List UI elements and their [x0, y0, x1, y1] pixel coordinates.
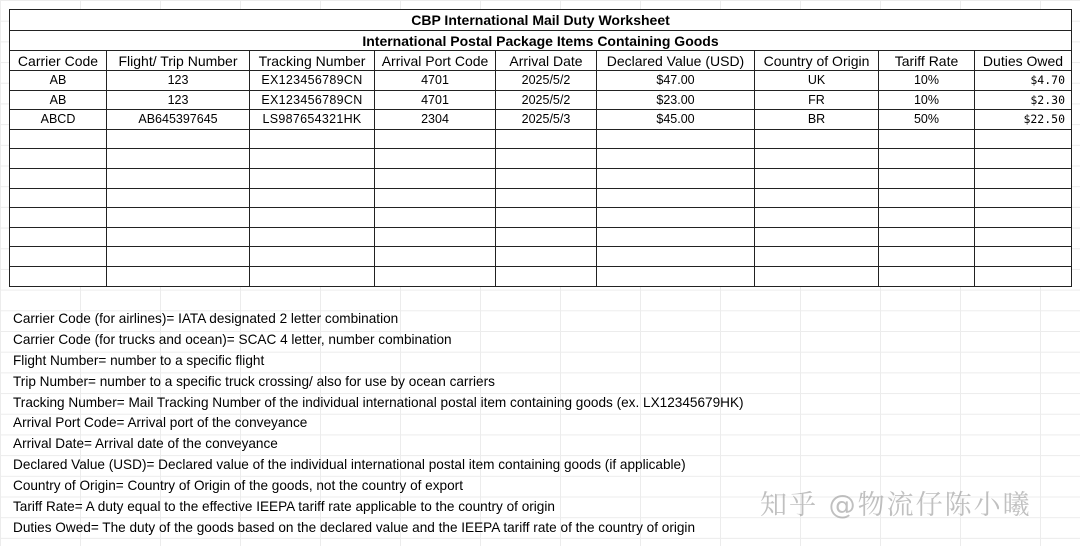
empty-cell[interactable]: [496, 129, 597, 149]
worksheet-subtitle[interactable]: International Postal Package Items Containing Goods: [10, 31, 1072, 51]
cell-tracking-number[interactable]: EX123456789CN: [250, 71, 375, 91]
empty-cell[interactable]: [597, 168, 755, 188]
empty-cell[interactable]: [597, 129, 755, 149]
empty-cell[interactable]: [250, 266, 375, 286]
note-flight-number[interactable]: Flight Number= number to a specific flight: [13, 352, 265, 368]
empty-cell[interactable]: [755, 129, 879, 149]
cell-flight-trip-number[interactable]: AB645397645: [107, 110, 250, 130]
empty-cell[interactable]: [250, 188, 375, 208]
cell-declared-value[interactable]: $45.00: [597, 110, 755, 130]
empty-cell[interactable]: [375, 188, 496, 208]
cell-flight-trip-number[interactable]: 123: [107, 71, 250, 91]
empty-cell[interactable]: [107, 247, 250, 267]
note-arrival-date[interactable]: Arrival Date= Arrival date of the conveyance: [13, 436, 278, 452]
empty-cell[interactable]: [107, 168, 250, 188]
empty-cell[interactable]: [496, 247, 597, 267]
empty-row: [10, 227, 1072, 247]
column-header-arrival-date[interactable]: Arrival Date: [496, 51, 597, 71]
cell-arrival-port-code[interactable]: 2304: [375, 110, 496, 130]
empty-cell[interactable]: [879, 149, 975, 169]
cell-arrival-date[interactable]: 2025/5/2: [496, 90, 597, 110]
empty-row: [10, 188, 1072, 208]
note-duties-owed[interactable]: Duties Owed= The duty of the goods based on the declared value and the IEEPA tariff rate of the country of origin: [13, 519, 696, 535]
cell-arrival-date[interactable]: 2025/5/3: [496, 110, 597, 130]
cell-duties-owed[interactable]: $4.70: [975, 71, 1072, 91]
empty-cell[interactable]: [107, 227, 250, 247]
empty-cell[interactable]: [975, 188, 1072, 208]
note-carrier-code-trucks-ocean[interactable]: Carrier Code (for trucks and ocean)= SCAC 4 letter, number combination: [13, 331, 452, 347]
column-header-country-of-origin[interactable]: Country of Origin: [755, 51, 879, 71]
empty-cell[interactable]: [10, 149, 107, 169]
note-arrival-port-code[interactable]: Arrival Port Code= Arrival port of the conveyance: [13, 415, 308, 431]
empty-cell[interactable]: [250, 149, 375, 169]
empty-cell[interactable]: [10, 266, 107, 286]
empty-cell[interactable]: [975, 208, 1072, 228]
empty-cell[interactable]: [879, 227, 975, 247]
empty-cell[interactable]: [975, 247, 1072, 267]
empty-cell[interactable]: [107, 188, 250, 208]
empty-cell[interactable]: [879, 208, 975, 228]
cell-country-of-origin[interactable]: UK: [755, 71, 879, 91]
empty-cell[interactable]: [755, 247, 879, 267]
cell-duties-owed[interactable]: $2.30: [975, 90, 1072, 110]
cell-tracking-number[interactable]: EX123456789CN: [250, 90, 375, 110]
cell-country-of-origin[interactable]: BR: [755, 110, 879, 130]
header-row: [10, 51, 1072, 71]
cell-carrier-code[interactable]: ABCD: [10, 110, 107, 130]
empty-row: [10, 129, 1072, 149]
empty-cell[interactable]: [496, 149, 597, 169]
column-header-tracking-number[interactable]: Tracking Number: [250, 51, 375, 71]
empty-cell[interactable]: [107, 208, 250, 228]
empty-cell[interactable]: [250, 247, 375, 267]
empty-cell[interactable]: [375, 208, 496, 228]
empty-cell[interactable]: [597, 266, 755, 286]
empty-cell[interactable]: [375, 247, 496, 267]
worksheet-title[interactable]: CBP International Mail Duty Worksheet: [10, 10, 1072, 31]
empty-cell[interactable]: [755, 266, 879, 286]
empty-cell[interactable]: [879, 188, 975, 208]
empty-cell[interactable]: [597, 227, 755, 247]
empty-cell[interactable]: [107, 149, 250, 169]
empty-row: [10, 247, 1072, 267]
note-tariff-rate[interactable]: Tariff Rate= A duty equal to the effective IEEPA tariff rate applicable to the country of origin: [13, 499, 555, 515]
note-country-of-origin[interactable]: Country of Origin= Country of Origin of the goods, not the country of export: [13, 478, 463, 494]
empty-row: [10, 149, 1072, 169]
column-header-duties-owed[interactable]: Duties Owed: [975, 51, 1072, 71]
cell-tracking-number[interactable]: LS987654321HK: [250, 110, 375, 130]
watermark: 知乎 @物流仔陈小曦: [760, 490, 1032, 521]
empty-cell[interactable]: [975, 168, 1072, 188]
empty-cell[interactable]: [755, 227, 879, 247]
empty-cell[interactable]: [375, 168, 496, 188]
empty-cell[interactable]: [250, 168, 375, 188]
empty-cell[interactable]: [496, 168, 597, 188]
cell-declared-value[interactable]: $47.00: [597, 71, 755, 91]
cell-carrier-code[interactable]: AB: [10, 71, 107, 91]
empty-row: [10, 266, 1072, 286]
empty-cell[interactable]: [10, 168, 107, 188]
note-trip-number[interactable]: Trip Number= number to a specific truck crossing/ also for use by ocean carriers: [13, 373, 495, 389]
empty-cell[interactable]: [975, 129, 1072, 149]
empty-cell[interactable]: [375, 149, 496, 169]
empty-cell[interactable]: [879, 247, 975, 267]
column-header-declared-value[interactable]: Declared Value (USD): [597, 51, 755, 71]
note-carrier-code-airlines[interactable]: Carrier Code (for airlines)= IATA designated 2 letter combination: [13, 311, 399, 326]
cell-country-of-origin[interactable]: FR: [755, 90, 879, 110]
empty-cell[interactable]: [975, 149, 1072, 169]
cell-tariff-rate[interactable]: 10%: [879, 71, 975, 91]
table-row: [10, 71, 1072, 91]
empty-cell[interactable]: [597, 247, 755, 267]
cell-duties-owed[interactable]: $22.50: [975, 110, 1072, 130]
empty-cell[interactable]: [375, 129, 496, 149]
empty-cell[interactable]: [375, 266, 496, 286]
cell-arrival-port-code[interactable]: 4701: [375, 71, 496, 91]
cell-carrier-code[interactable]: AB: [10, 90, 107, 110]
empty-cell[interactable]: [975, 266, 1072, 286]
empty-cell[interactable]: [755, 208, 879, 228]
empty-cell[interactable]: [496, 266, 597, 286]
column-header-carrier-code[interactable]: Carrier Code: [10, 51, 107, 71]
empty-cell[interactable]: [375, 227, 496, 247]
empty-cell[interactable]: [250, 129, 375, 149]
empty-cell[interactable]: [496, 227, 597, 247]
empty-cell[interactable]: [250, 227, 375, 247]
empty-cell[interactable]: [755, 168, 879, 188]
empty-row: [10, 208, 1072, 228]
empty-cell[interactable]: [879, 129, 975, 149]
table-row: [10, 110, 1072, 130]
empty-cell[interactable]: [975, 227, 1072, 247]
cell-arrival-date[interactable]: 2025/5/2: [496, 71, 597, 91]
empty-cell[interactable]: [496, 188, 597, 208]
cell-arrival-port-code[interactable]: 4701: [375, 90, 496, 110]
empty-cell[interactable]: [10, 188, 107, 208]
duty-worksheet-table: [9, 9, 1072, 287]
empty-cell[interactable]: [250, 208, 375, 228]
empty-row: [10, 168, 1072, 188]
cell-declared-value[interactable]: $23.00: [597, 90, 755, 110]
empty-cell[interactable]: [107, 266, 250, 286]
empty-cell[interactable]: [107, 129, 250, 149]
empty-cell[interactable]: [755, 149, 879, 169]
empty-cell[interactable]: [496, 208, 597, 228]
column-header-flight-trip-number[interactable]: Flight/ Trip Number: [107, 51, 250, 71]
column-header-tariff-rate[interactable]: Tariff Rate: [879, 51, 975, 71]
empty-cell[interactable]: [879, 266, 975, 286]
empty-cell[interactable]: [10, 247, 107, 267]
empty-cell[interactable]: [10, 208, 107, 228]
empty-cell[interactable]: [597, 188, 755, 208]
table-row: [10, 90, 1072, 110]
cell-tariff-rate[interactable]: 50%: [879, 110, 975, 130]
column-header-arrival-port-code[interactable]: Arrival Port Code: [375, 51, 496, 71]
cell-tariff-rate[interactable]: 10%: [879, 90, 975, 110]
note-tracking-number[interactable]: Tracking Number= Mail Tracking Number of the individual international postal item containing goods (ex. LX12345679HK): [13, 394, 744, 410]
empty-cell[interactable]: [597, 149, 755, 169]
cell-flight-trip-number[interactable]: 123: [107, 90, 250, 110]
empty-cell[interactable]: [10, 227, 107, 247]
empty-cell[interactable]: [597, 208, 755, 228]
note-declared-value[interactable]: Declared Value (USD)= Declared value of the individual international postal item containing goods (if applicable): [13, 457, 686, 473]
empty-cell[interactable]: [10, 129, 107, 149]
empty-cell[interactable]: [879, 168, 975, 188]
empty-cell[interactable]: [755, 188, 879, 208]
